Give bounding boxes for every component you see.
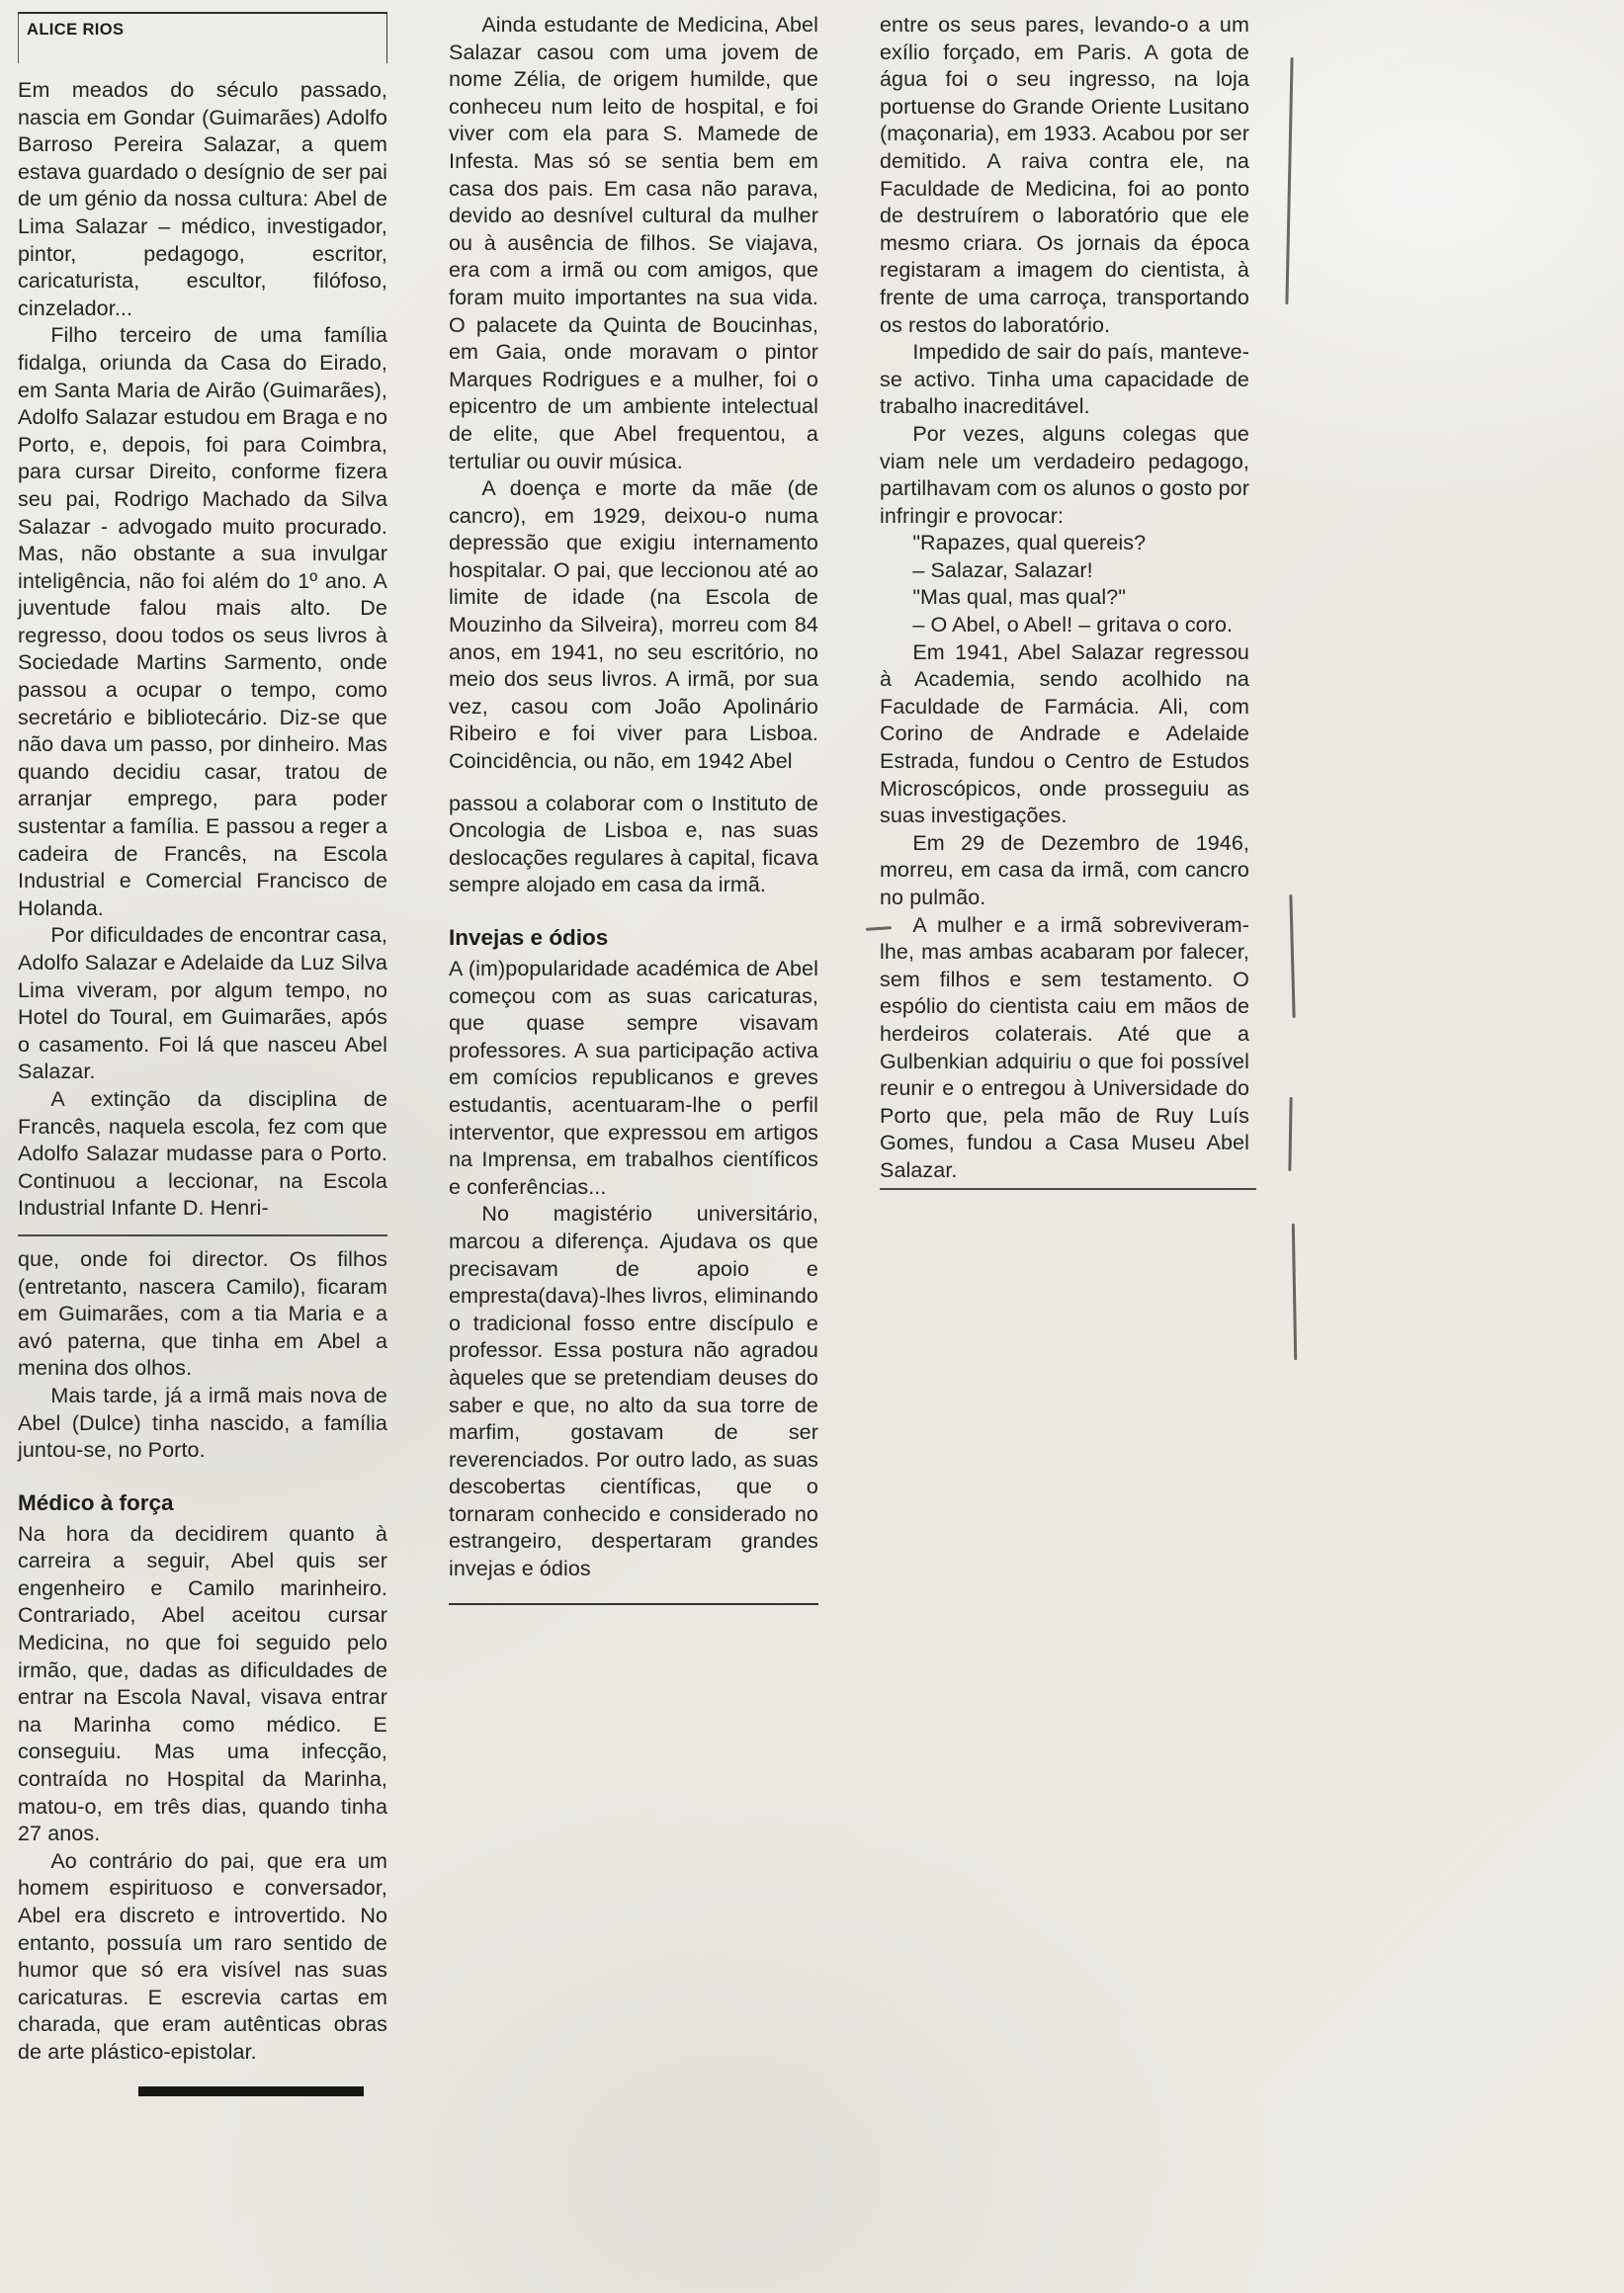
- column-divider-rule: [18, 1234, 387, 1236]
- paragraph: Mais tarde, já a irmã mais nova de Abel (Dulce) tinha nascido, a família juntou-se, no Porto.: [18, 1383, 387, 1463]
- article-end-rule: [880, 1188, 1256, 1190]
- paragraph: A extinção da disciplina de Francês, naquela escola, fez com que Adolfo Salazar mudasse para o Porto. Continuou a leccionar, na Escola Industrial Infante D. Henri-: [18, 1086, 387, 1221]
- paragraph: Em 1941, Abel Salazar regressou à Academia, sendo acolhido na Faculdade de Farmácia. Ali, com Corino de Andrade e Adelaide Estrada, fundou o Centro de Estudos Microscópicos, onde prosseguiu as suas investigações.: [880, 639, 1249, 828]
- paragraph: que, onde foi director. Os filhos (entretanto, nascera Camilo), ficaram em Guimarães, com a tia Maria e a avó paterna, que tinha em Abel a menina dos olhos.: [18, 1246, 387, 1381]
- column-end-rule: [449, 1603, 818, 1605]
- column-2: [449, 12, 818, 1605]
- paragraph: Na hora da decidirem quanto à carreira a seguir, Abel quis ser engenheiro e Camilo marinheiro. Contrariado, Abel aceitou cursar Medicina, no que foi seguido pelo irmão, que, dadas as dificuldades de entrar na Escola Naval, visava entrar na Marinha como médico. E conseguiu. Mas uma infecção, contraída no Hospital da Marinha, matou-o, em três dias, quando tinha 27 anos.: [18, 1521, 387, 1846]
- paragraph: Por vezes, alguns colegas que viam nele um verdadeiro pedagogo, partilhavam com os alunos o gosto por infringir e provocar:: [880, 421, 1249, 528]
- paragraph: Em 29 de Dezembro de 1946, morreu, em casa da irmã, com cancro no pulmão.: [880, 830, 1249, 909]
- paragraph: passou a colaborar com o Instituto de Oncologia de Lisboa e, nas suas deslocações regulares à capital, ficava sempre alojado em casa da irmã.: [449, 791, 818, 897]
- paragraph: entre os seus pares, levando-o a um exílio forçado, em Paris. A gota de água foi o seu ingresso, na loja portuense do Grande Oriente Lusitano (maçonaria), em 1933. Acabou por ser demitido. A raiva contra ele, na Faculdade de Medicina, foi ao ponto de destruírem o laboratório que ele mesmo criara. Os jornais da época registaram a imagem do cientista, à frente de uma carroça, transportando os restos do laboratório.: [880, 13, 1249, 337]
- dialogue-line: "Mas qual, mas qual?": [912, 585, 1127, 610]
- paragraph: A (im)popularidade académica de Abel começou com as suas caricaturas, que quase sempre visavam professores. A sua participação activa em comícios republicanos e greves estudantis, acentuaram-lhe o perfil interventor, que expressou em artigos na Imprensa, em trabalhos científicos e conferências...: [449, 957, 818, 1199]
- dialogue-line: – Salazar, Salazar!: [912, 557, 1093, 582]
- paragraph: Ainda estudante de Medicina, Abel Salazar casou com uma jovem de nome Zélia, de origem humilde, que conheceu num leito de hospital, e foi viver com ela para S. Mamede de Infesta. Mas só se sentia bem em casa dos pais. Em casa não parava, devido ao desnível cultural da mulher ou à ausência de filhos. Se viajava, era com a irmã ou com amigos, que foram muito importantes na sua vida. O palacete da Quinta de Boucinhas, em Gaia, onde moravam o pintor Marques Rodrigues e a mulher, foi o epicentro de um ambiente intelectual de elite, que Abel frequentou, a tertuliar ou ouvir música.: [449, 13, 818, 473]
- column-3: [880, 12, 1249, 1190]
- dialogue-line: "Rapazes, qual quereis?: [912, 531, 1147, 555]
- paragraph: Ao contrário do pai, que era um homem espirituoso e conversador, Abel era discreto e introvertido. No entanto, possuía um raro sentido de humor que só era visível nas suas caricaturas. E escrevia cartas em charada, que eram autênticas obras de arte plástico-epistolar.: [18, 1848, 387, 2064]
- paragraph: A mulher e a irmã sobreviveram-lhe, mas ambas acabaram por falecer, sem filhos e sem testamento. O espólio do cientista caiu em mãos de herdeiros colaterais. Até que a Gulbenkian adquiriu o que foi possível reunir e o entregou à Universidade do Porto que, pela mão de Ruy Luís Gomes, fundou a Casa Museu Abel Salazar.: [880, 912, 1249, 1182]
- paragraph: Em meados do século passado, nascia em Gondar (Guimarães) Adolfo Barroso Pereira Salazar, a quem estava guardado o desígnio de ser pai de um génio da nossa cultura: Abel de Lima Salazar – médico, investigador, pintor, pedagogo, escritor, caricaturista, escultor, filófoso, cinzelador...: [18, 78, 387, 320]
- article-columns: [18, 12, 1624, 2096]
- paragraph: No magistério universitário, marcou a diferença. Ajudava os que precisavam de apoio e empresta(dava)-lhes livros, eliminando o tradicional fosso entre discípulo e professor. Essa postura não agradou àqueles que se pretendiam deuses do saber e que, no alto da sua torre de marfim, gostavam de ser reverenciados. Por outro lado, as suas descobertas científicas, que o tornaram conhecido e considerado no estrangeiro, despertaram grandes invejas e ódios: [449, 1202, 818, 1581]
- byline-box: [18, 12, 387, 63]
- paragraph: Por dificuldades de encontrar casa, Adolfo Salazar e Adelaide da Luz Silva Lima viveram, por algum tempo, no Hotel do Toural, em Guimarães, após o casamento. Foi lá que nasceu Abel Salazar.: [18, 923, 387, 1084]
- article-end-bar: [138, 2086, 364, 2096]
- subheading-medico-a-forca: Médico à força: [18, 1489, 174, 1515]
- byline: ALICE RIOS: [27, 21, 125, 39]
- dialogue-line: – O Abel, o Abel! – gritava o coro.: [912, 613, 1234, 637]
- paragraph: Filho terceiro de uma família fidalga, oriunda da Casa do Eirado, em Santa Maria de Airão (Guimarães), Adolfo Salazar estudou em Braga e no Porto, e, depois, foi para Coimbra, para cursar Direito, conforme fizera seu pai, Rodrigo Machado da Silva Salazar - advogado muito procurado. Mas, não obstante a sua invulgar inteligência, não foi além do 1º ano. A juventude falou mais alto. De regresso, doou todos os seus livros à Sociedade Martins Sarmento, onde passou a ocupar o tempo, como secretário e bibliotecário. Diz-se que não dava um passo, por dinheiro. Mas quando decidiu casar, tratou de arranjar emprego, para poder sustentar a família. E passou a reger a cadeira de Francês, na Escola Industrial e Comercial Francisco de Holanda.: [18, 323, 387, 920]
- paragraph: A doença e morte da mãe (de cancro), em 1929, deixou-o numa depressão que exigiu internamento hospitalar. O pai, que leccionou até ao limite de idade (na Escola de Mouzinho da Silveira), morreu com 84 anos, em 1941, no seu escritório, no meio dos seus livros. A irmã, por sua vez, casou com João Apolinário Ribeiro e foi viver para Lisboa. Coincidência, ou não, em 1942 Abel: [449, 476, 818, 774]
- paragraph: Impedido de sair do país, manteve-se activo. Tinha uma capacidade de trabalho inacreditável.: [880, 340, 1249, 419]
- subheading-invejas-e-odios: Invejas e ódios: [449, 925, 609, 950]
- column-1: [18, 12, 387, 2096]
